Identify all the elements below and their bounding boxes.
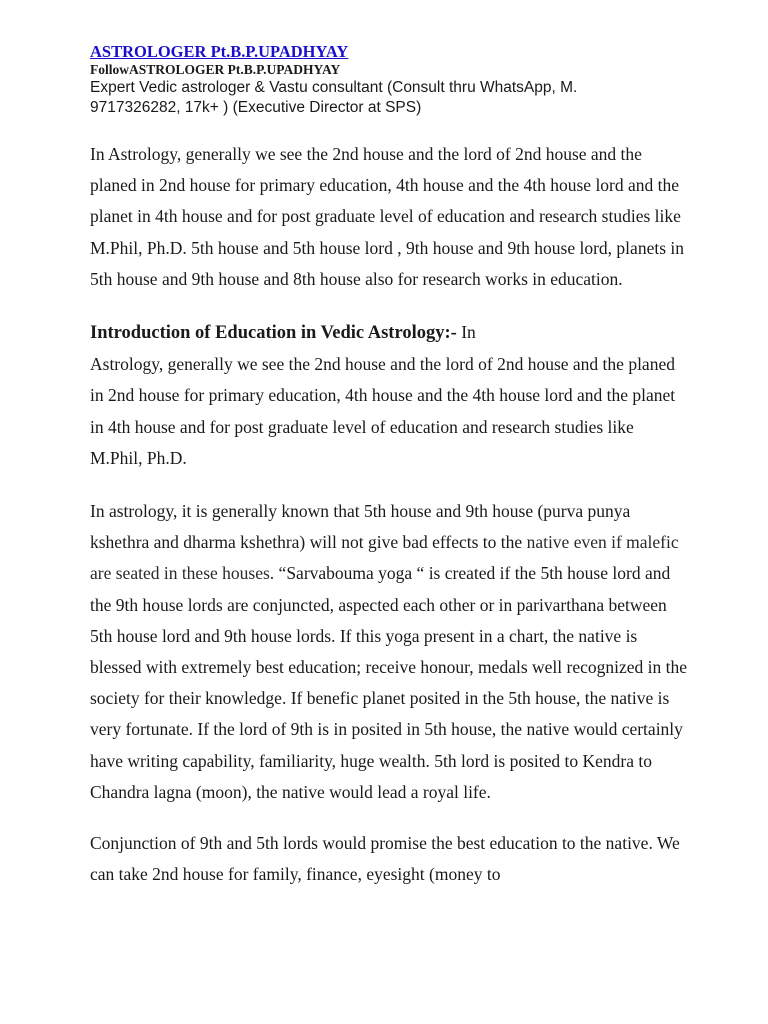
author-bio: Expert Vedic astrologer & Vastu consultant (Consult thru WhatsApp, M. 9717326282, 17k+ ) (Executive Director at SPS) bbox=[90, 79, 578, 116]
intro-paragraph: In Astrology, generally we see the 2nd house and the lord of 2nd house and the planed in 2nd house for primary education, 4th house and the 4th house lord and the planet in 4th house and for post graduate level of education and research studies like M.Phil, Ph.D. 5th house and 5th house lord , 9th house and 9th house lord, planets in 5th house and 9th house and 8th house also for research works in education. bbox=[90, 144, 684, 289]
section-heading: Introduction of Education in Vedic Astrology:- bbox=[90, 323, 457, 344]
yoga-paragraph-highlight: native even if malefic are seated in these houses bbox=[90, 532, 679, 584]
yoga-paragraph-start: In astrology, it is generally known that 5th house and 9th house (purva punya kshethra and dharma kshethra) will not give bad effects to the bbox=[90, 501, 631, 553]
yoga-paragraph-rest: . “Sarvabouma yoga “ is created if the 5th house lord and the 9th house lords are conjuncted, aspected each other or in parivarthana between 5th house lord and 9th house lords. If this yoga present in a chart, the native is blessed with extremely best education; receive honour, medals well recognized in the society for their knowledge. If benefic planet posited in the 5th house, the native is very fortunate. If the lord of 9th is in posited in 5th house, the native would certainly have writing capability, familiarity, huge wealth. 5th lord is posited to Kendra to Chandra lagna (moon), the native would lead a royal life. bbox=[90, 563, 688, 802]
yoga-paragraph bbox=[90, 496, 690, 808]
section-heading-tail: In bbox=[461, 322, 476, 343]
document-page bbox=[90, 42, 690, 890]
section-paragraph-text: Astrology, generally we see the 2nd house and the lord of 2nd house and the planed in 2nd house for primary education, 4th house and the 4th house lord and the planet in 4th house and for post graduate level of education and research studies like M.Phil, Ph.D. bbox=[90, 354, 676, 468]
author-link[interactable]: ASTROLOGER Pt.B.P.UPADHYAY bbox=[90, 42, 349, 61]
follow-author-line[interactable]: FollowASTROLOGER Pt.B.P.UPADHYAY bbox=[90, 62, 341, 77]
conjunction-paragraph: Conjunction of 9th and 5th lords would promise the best education to the native. We can take 2nd house for family, finance, eyesight (money to bbox=[90, 833, 680, 885]
section-paragraph bbox=[90, 317, 690, 474]
